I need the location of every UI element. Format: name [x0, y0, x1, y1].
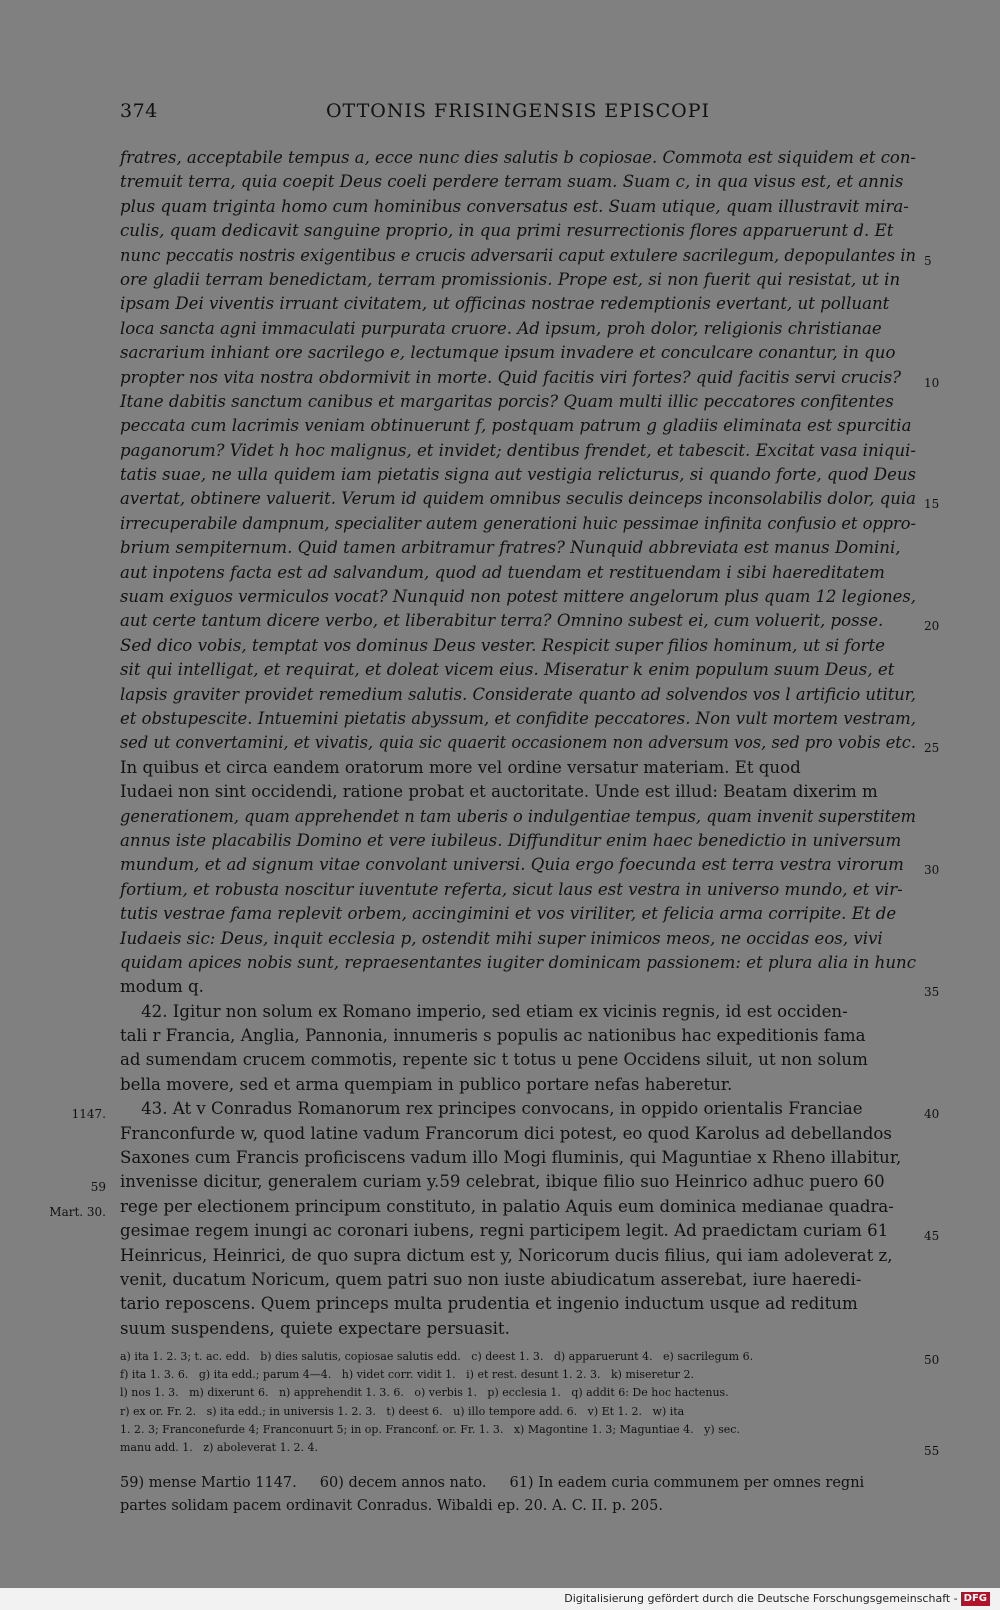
body-line [120, 1268, 916, 1292]
body-line [120, 195, 916, 219]
note-line [120, 1348, 940, 1367]
body-line-text: paganorum? Videt h hoc malignus, et invidet; dentibus frendet, et tabescit. Excitat vasa iniqui- [120, 440, 916, 460]
body-line [120, 292, 916, 316]
body-line-text: irrecuperabile dampnum, specialiter autem generationi huic pessimae infinita confusio et oppro- [120, 513, 916, 533]
note-line [120, 1403, 916, 1421]
line-number: 15 [924, 497, 940, 512]
body-line [120, 341, 916, 365]
line-number: 55 [924, 1443, 940, 1458]
body-line [120, 219, 916, 243]
body-line-text: fratres, acceptabile tempus a, ecce nunc dies salutis b copiosae. Commota est siquidem et con- [120, 148, 916, 167]
margin-note: 1147. [71, 1107, 106, 1122]
body-line-text: tali r Francia, Anglia, Pannonia, innumeris s populis ac nationibus hac expeditionis fama [120, 1026, 866, 1046]
body-line [120, 902, 916, 926]
note-line-text: f) ita 1. 3. 6. g) ita edd.; parum 4—4. h) videt corr. vidit 1. i) et rest. desunt 1. 2. 3. k) miseretur 2. [120, 1368, 695, 1382]
body-line-text: aut inpotens facta est ad salvandum, quod ad tuendam et restituendam i sibi haereditatem [120, 562, 885, 582]
body-line-text: In quibus et circa eandem oratorum more vel ordine versatur materiam. Et quod [120, 757, 801, 777]
body-line [120, 853, 940, 878]
line-number: 10 [924, 375, 940, 390]
line-number: 20 [924, 619, 940, 634]
body-line [120, 1122, 916, 1146]
body-line-text: ipsam Dei viventis irruant civitatem, ut officinas nostrae redemptionis evertant, ut polluant [120, 294, 890, 314]
body-line-text: suam exiguos vermiculos vocat? Nunquid non potest mittere angelorum plus quam 12 legiones, [120, 587, 916, 607]
body-line-text: propter nos vita nostra obdormivit in morte. Quid facitis viri fortes? quid facitis servi crucis? [120, 367, 901, 387]
line-number: 40 [924, 1107, 940, 1122]
body-line-text: modum q. [120, 977, 204, 997]
line-number: 35 [924, 985, 940, 1000]
margin-note: Mart. 30. [49, 1204, 106, 1219]
body-line-text: mundum, et ad signum vitae convolant universi. Quia ergo foecunda est terra vestra virorum [120, 855, 904, 875]
note-line [120, 1366, 916, 1384]
body-line-text: et obstupescite. Intuemini pietatis abyssum, et confidite peccatores. Non vult mortem vestram, [120, 708, 916, 728]
body-line [120, 1048, 916, 1072]
body-line-text: sed ut convertamini, et vivatis, quia sic quaerit occasionem non adversum vos, sed pro vobis etc. [120, 733, 916, 753]
body-line-text: rege per electionem principum constituto, in palatio Aquis eum dominica medianae quadra- [120, 1196, 894, 1216]
page-header [120, 100, 916, 128]
note-line-text: r) ex or. Fr. 2. s) ita edd.; in universis 1. 2. 3. t) deest 6. u) illo tempore add. 6. v) Et 1. 2. w) ita [120, 1404, 685, 1418]
body-line-text: culis, quam dedicavit sanguine proprio, in qua primi resurrectionis flores apparuerunt d. Et [120, 221, 894, 241]
body-line [120, 1292, 916, 1316]
body-line-text: sit qui intelligat, et requirat, et doleat vicem eius. Miseratur k enim populum suum Deus, et [120, 660, 895, 680]
body-line-text: aut certe tantum dicere verbo, et liberabitur terra? Omnino subest ei, cum voluerit, posse. [120, 611, 884, 631]
body-line [120, 414, 916, 438]
note-line [120, 1384, 916, 1402]
main-text [49, 146, 940, 1341]
body-line [120, 146, 916, 170]
body-line [120, 244, 932, 268]
footnotes [120, 1472, 916, 1518]
line-number: 45 [924, 1229, 940, 1244]
body-line [120, 707, 916, 731]
body-line [120, 536, 916, 560]
body-line [120, 927, 916, 951]
body-line-text: gesimae regem inungi ac coronari iubens, regni participem legit. Ad praedictam curiam 61 [120, 1221, 889, 1241]
body-line-text: tutis vestrae fama replevit orbem, accingimini et vos viriliter, et felicia arma corripite. Et de [120, 904, 897, 924]
footnote-line [120, 1495, 916, 1518]
body-line-text: loca sancta agni immaculati purpurata cruore. Ad ipsum, proh dolor, religionis christianae [120, 318, 882, 338]
footnote-line-text: partes solidam pacem ordinavit Conradus. Wibaldi ep. 20. A. C. II. p. 205. [120, 1498, 663, 1514]
body-line-text: tario reposcens. Quem princeps multa prudentia et ingenio inductum usque ad reditum [120, 1294, 858, 1314]
body-line [120, 268, 916, 292]
body-line-text: annus iste placabilis Domino et vere iubileus. Diffunditur enim haec benedictio in universum [120, 830, 902, 850]
note-line [120, 1421, 916, 1439]
body-line-text: 42. Igitur non solum ex Romano imperio, sed etiam ex vicinis regnis, id est occiden- [120, 1001, 848, 1021]
credit-text: Digitalisierung gefördert durch die Deutsche Forschungsgemeinschaft - [564, 1592, 958, 1605]
body-line [120, 683, 916, 707]
body-line-text: sacrarium inhiant ore sacrilego e, lectumque ipsum invadere et conculcare conantur, in quo [120, 343, 896, 363]
dfg-logo: DFG [961, 1592, 990, 1606]
body-line-text: Sed dico vobis, temptat vos dominus Deus vester. Respicit super filios hominum, ut si forte [120, 635, 885, 655]
body-line-text: invenisse dicitur, generalem curiam y.59 celebrat, ibique filio suo Heinrico adhuc puero 60 [120, 1172, 885, 1192]
body-line-text: avertat, obtinere valuerit. Verum id quidem omnibus seculis deinceps inconsolabilis dolor, quia [120, 489, 916, 509]
body-line [120, 390, 916, 414]
body-line [120, 609, 940, 634]
body-line-text: ore gladii terram benedictam, terram promissionis. Prope est, si non fuerit qui resistat, ut in [120, 269, 901, 289]
body-line-text: tremuit terra, quia coepit Deus coeli perdere terram suam. Suam c, in qua visus est, et annis [120, 172, 904, 192]
body-line-text: fortium, et robusta noscitur iuventute referta, sicut laus est vestra in universo mundo, et vir- [120, 879, 903, 899]
running-title: OTTONIS FRISINGENSIS EPISCOPI [325, 100, 710, 122]
body-line [120, 439, 916, 463]
body-line [120, 170, 916, 194]
critical-apparatus [120, 1348, 940, 1458]
body-line [120, 805, 916, 829]
body-line-text: Heinricus, Heinrici, de quo supra dictum est y, Noricorum ducis filius, qui iam adoleverat z, [120, 1245, 893, 1265]
body-line [120, 878, 916, 902]
page-number: 374 [120, 100, 158, 122]
body-line-text: brium sempiternum. Quid tamen arbitramur fratres? Nunquid abbreviata est manus Domini, [120, 538, 901, 558]
body-line-text: Saxones cum Francis proficiscens vadum illo Mogi fluminis, qui Maguntiae x Rheno illabitur, [120, 1148, 902, 1168]
body-line-text: 43. At v Conradus Romanorum rex principes convocans, in oppido orientalis Franciae [120, 1099, 863, 1119]
note-line-text: manu add. 1. z) aboleverat 1. 2. 4. [120, 1440, 319, 1454]
body-line [120, 951, 916, 975]
body-line [120, 780, 916, 804]
body-line-text: Iudaeis sic: Deus, inquit ecclesia p, ostendit mihi super inimicos meos, ne occidas eos, vivi [120, 928, 883, 948]
body-line [120, 487, 940, 512]
body-line [120, 1000, 916, 1024]
body-line [120, 561, 916, 585]
note-line-text: l) nos 1. 3. m) dixerunt 6. n) apprehendit 1. 3. 6. o) verbis 1. p) ecclesia 1. q) addit 6: De hoc hactenus. [120, 1386, 729, 1400]
body-line-text: Iudaei non sint occidendi, ratione probat et auctoritate. Unde est illud: Beatam dixerim m [120, 782, 878, 802]
note-line-text: 1. 2. 3; Franconefurde 4; Franconuurt 5; in op. Franconf. or. Fr. 1. 3. x) Magontine 1. 3; Maguntiae 4. y) sec. [120, 1422, 740, 1436]
body-line [49, 1195, 916, 1219]
body-line [71, 1097, 940, 1122]
body-line-text: Itane dabitis sanctum canibus et margaritas porcis? Quam multi illic peccatores confitentes [120, 391, 894, 411]
body-line-text: peccata cum lacrimis veniam obtinuerunt f, postquam patrum g gladiis eliminata est spurcitia [120, 416, 912, 436]
body-line [120, 1024, 916, 1048]
footnote-line [120, 1472, 916, 1495]
body-line-text: tatis suae, ne ulla quidem iam pietatis signa aut vestigia relicturus, si quando forte, quod Deus [120, 465, 916, 485]
body-line [120, 1219, 940, 1244]
body-line-text: plus quam triginta homo cum hominibus conversatus est. Suam utique, quam illustravit mira- [120, 196, 909, 216]
body-line [120, 585, 916, 609]
body-line-text: nunc peccatis nostris exigentibus e crucis adversarii caput extulere sacrilegum, depopulantes in [120, 245, 916, 265]
body-line [120, 829, 916, 853]
footnote-line-text: 59) mense Martio 1147. 60) decem annos nato. 61) In eadem curia communem per omnes regni [120, 1475, 865, 1491]
body-line [120, 1244, 916, 1268]
margin-note: 59 [90, 1180, 106, 1195]
body-line [120, 1073, 916, 1097]
body-line [120, 317, 916, 341]
body-line [120, 366, 940, 390]
line-number: 25 [924, 741, 940, 756]
note-line [120, 1439, 940, 1458]
body-line-text: venit, ducatum Noricum, quem patri suo non iuste abiudicatum asserebat, iure haeredi- [120, 1269, 862, 1289]
body-line-text: bella movere, sed et arma quempiam in publico portare nefas haberetur. [120, 1074, 733, 1094]
body-line [120, 975, 940, 1000]
body-line [90, 1170, 916, 1195]
body-line-text: suum suspendens, quiete expectare persuasit. [120, 1318, 510, 1338]
line-number: 5 [924, 253, 932, 268]
note-line-text: a) ita 1. 2. 3; t. ac. edd. b) dies salutis, copiosae salutis edd. c) deest 1. 3. d) apparuerunt 4. e) sacrilegum 6. [120, 1350, 754, 1363]
digitization-credit [0, 1588, 1000, 1610]
line-number: 30 [924, 863, 940, 878]
body-line-text: ad sumendam crucem commotis, repente sic t totus u pene Occidens siluit, ut non solum [120, 1050, 868, 1070]
body-line-text: lapsis graviter providet remedium salutis. Considerate quanto ad solvendos vos l artificio utitur, [120, 684, 916, 704]
body-line [120, 512, 916, 536]
body-line-text: Franconfurde w, quod latine vadum Francorum dici potest, eo quod Karolus ad debellandos [120, 1123, 892, 1143]
line-number: 50 [924, 1353, 940, 1367]
body-line [120, 1146, 916, 1170]
body-line [120, 658, 916, 682]
body-line [120, 1317, 916, 1341]
body-line [120, 634, 916, 658]
body-line [120, 463, 916, 487]
body-line [120, 731, 940, 756]
body-line-text: quidam apices nobis sunt, repraesentantes iugiter dominicam passionem: et plura alia in hunc [120, 952, 916, 972]
body-line-text: generationem, quam apprehendet n tam uberis o indulgentiae tempus, quam invenit superstitem [120, 806, 916, 826]
body-line [120, 756, 916, 780]
